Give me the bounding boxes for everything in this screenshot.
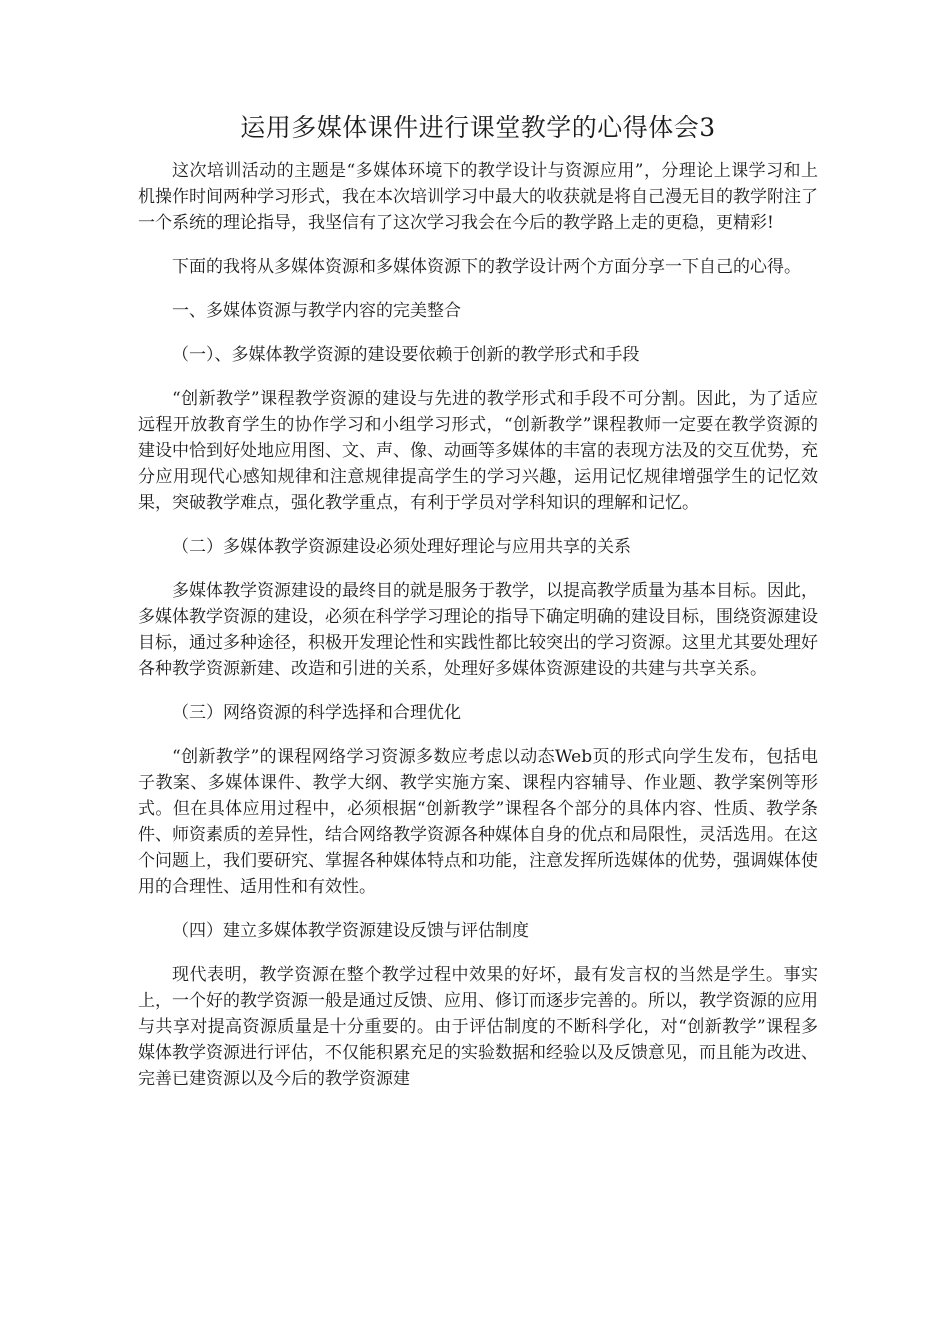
subsection-heading-2: （二）多媒体教学资源建设必须处理好理论与应用共享的关系 <box>172 537 631 557</box>
overview-paragraph: 下面的我将从多媒体资源和多媒体资源下的教学设计两个方面分享一下自己的心得。 <box>172 257 801 277</box>
body-paragraph-3: “创新教学”的课程网络学习资源多数应考虑以动态Web页的形式向学生发布，包括电子教案、多媒体课件、教学大纲、教学实施方案、课程内容辅导、作业题、教学案例等形式。但在具体应用过程中，必须根据“创新教学”课程各个部分的具体内容、性质、教学条件、师资素质的差异性，结合网络教学资源各种媒体自身的优点和局限性，灵活选用。在这个问题上，我们要研究、掌握各种媒体特点和功能，注意发挥所选媒体的优势，强调媒体使用的合理性、适用性和有效性。 <box>138 747 818 897</box>
body-paragraph-2: 多媒体教学资源建设的最终目的就是服务于教学，以提高教学质量为基本目标。因此，多媒体教学资源的建设，必须在科学学习理论的指导下确定明确的建设目标，围绕资源建设目标，通过多种途径，积极开发理论性和实践性都比较突出的学习资源。这里尤其要处理好各种教学资源新建、改造和引进的关系，处理好多媒体资源建设的共建与共享关系。 <box>138 581 818 679</box>
intro-paragraph: 这次培训活动的主题是“多媒体环境下的教学设计与资源应用”，分理论上课学习和上机操作时间两种学习形式，我在本次培训学习中最大的收获就是将自己漫无目的教学附注了一个系统的理论指导，我坚信有了这次学习我会在今后的教学路上走的更稳，更精彩! <box>138 161 818 233</box>
body-paragraph-1: “创新教学”课程教学资源的建设与先进的教学形式和手段不可分割。因此，为了适应远程开放教育学生的协作学习和小组学习形式，“创新教学”课程教师一定要在教学资源的建设中恰到好处地应用图、文、声、像、动画等多媒体的丰富的表现方法及的交互优势，充分应用现代心感知规律和注意规律提高学生的学习兴趣，运用记忆规律增强学生的记忆效果，突破教学难点，强化教学重点，有利于学员对学科知识的理解和记忆。 <box>138 389 818 513</box>
document-page <box>138 108 818 1110</box>
subsection-heading-4: （四）建立多媒体教学资源建设反馈与评估制度 <box>172 921 529 941</box>
subsection-heading-1: （一）、多媒体教学资源的建设要依赖于创新的教学形式和手段 <box>172 345 640 365</box>
subsection-heading-3: （三）网络资源的科学选择和合理优化 <box>172 703 461 723</box>
document-title: 运用多媒体课件进行课堂教学的心得体会3 <box>240 113 716 142</box>
body-paragraph-4: 现代表明，教学资源在整个教学过程中效果的好坏，最有发言权的当然是学生。事实上，一个好的教学资源一般是通过反馈、应用、修订而逐步完善的。所以，教学资源的应用与共享对提高资源质量是十分重要的。由于评估制度的不断科学化，对“创新教学”课程多媒体教学资源进行评估，不仅能积累充足的实验数据和经验以及反馈意见，而且能为改进、完善已建资源以及今后的教学资源建 <box>138 965 818 1089</box>
section-heading-1: 一、多媒体资源与教学内容的完美整合 <box>172 301 461 321</box>
